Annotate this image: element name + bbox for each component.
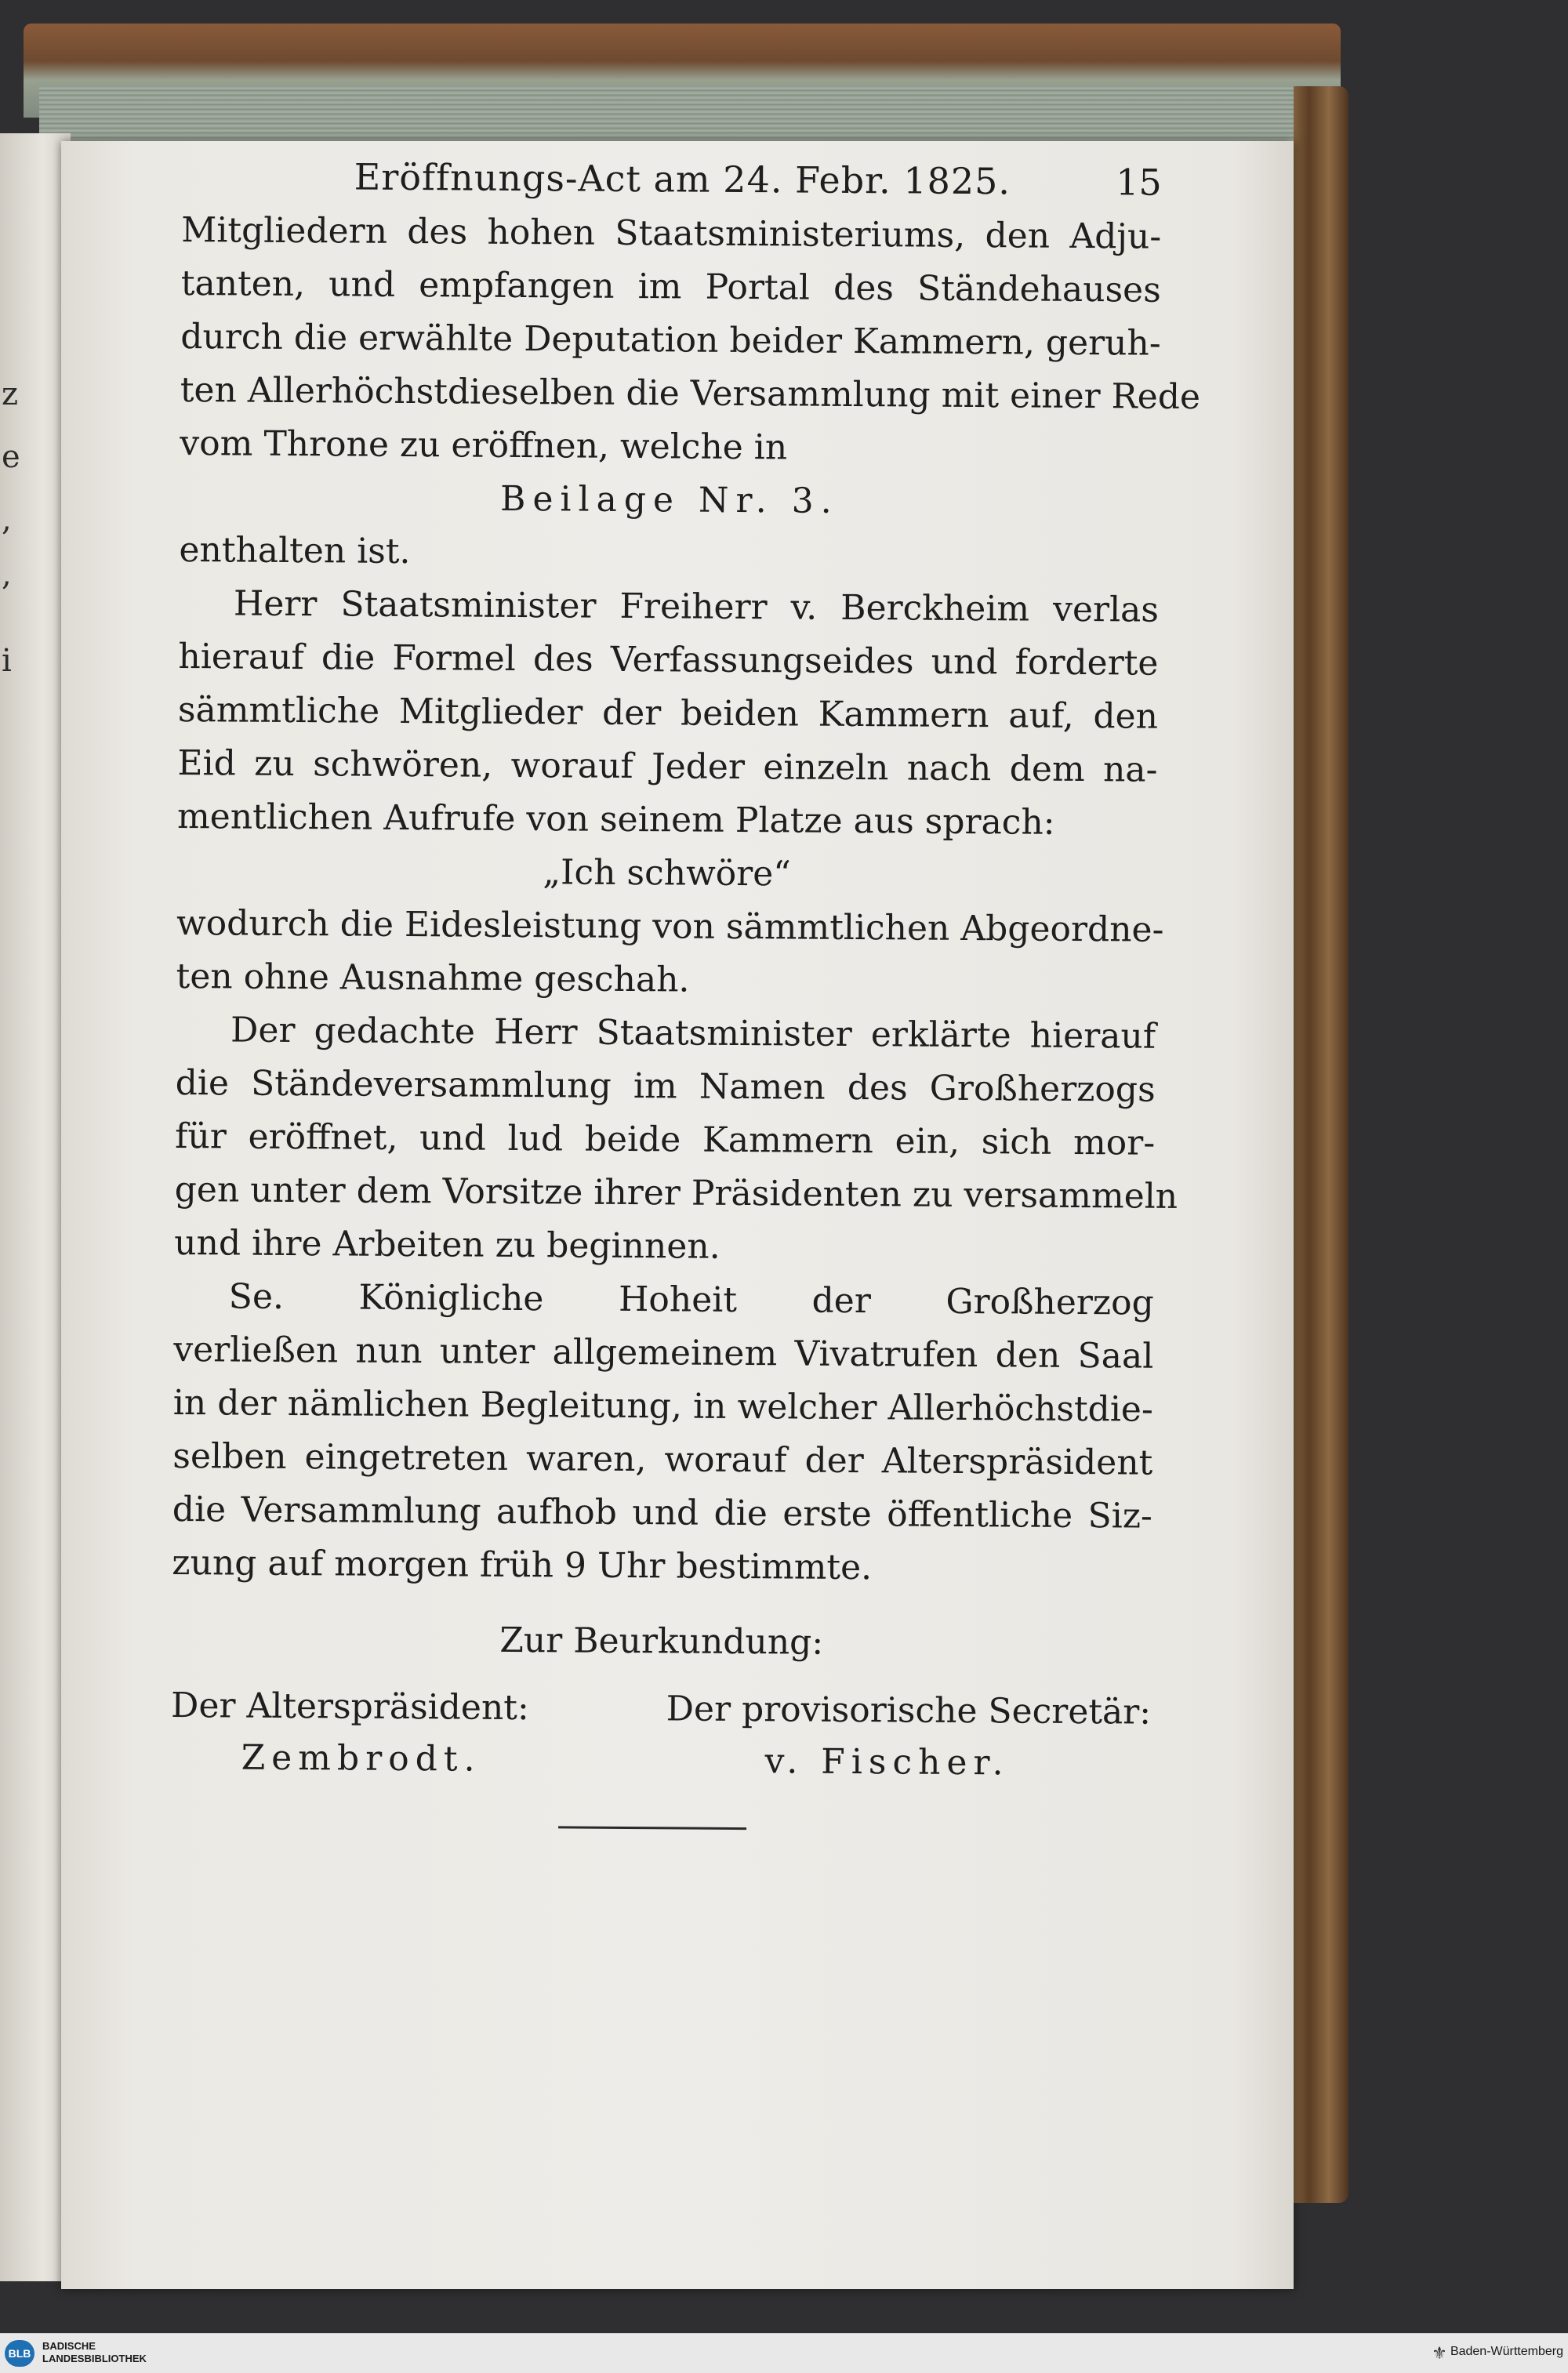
- text-line: Herr Staatsminister Freiherr v. Berckheim verlas: [233, 583, 1160, 630]
- signature-right-name: v. Fischer.: [764, 1741, 1010, 1783]
- facing-page-fragment: z: [2, 376, 19, 412]
- text-line: Der gedachte Herr Staatsminister erklärte hierauf: [230, 1010, 1156, 1057]
- text-line: ten Allerhöchstdieselben die Versammlung mit einer Rede: [180, 369, 1201, 418]
- attestation-heading: Zur Beurkundung:: [499, 1620, 824, 1663]
- facing-page-fragment: ,: [2, 557, 12, 593]
- text-line: hierauf die Formel des Verfassungseides und forderte: [178, 636, 1159, 684]
- text-line: Mitgliedern des hohen Staatsministeriums, den Adju-: [181, 209, 1162, 257]
- text-line: Eid zu schwören, worauf Jeder einzeln nach dem na-: [177, 742, 1158, 790]
- library-name: [42, 2340, 147, 2365]
- text-line: und ihre Arbeiten zu beginnen.: [174, 1222, 720, 1267]
- text-line: Se. Königliche Hoheit der Großherzog: [228, 1276, 1154, 1323]
- text-line: zung auf morgen früh 9 Uhr bestimmte.: [172, 1542, 873, 1588]
- facing-page-fragment: e: [2, 439, 20, 475]
- text-line: verließen nun unter allgemeinem Vivatrufen den Saal: [173, 1329, 1154, 1377]
- running-header: [182, 149, 1162, 203]
- text-line: enthalten ist.: [179, 529, 411, 572]
- facing-page-fragment: i: [2, 643, 12, 679]
- blb-logo: BLB: [5, 2340, 34, 2367]
- facing-page: [0, 133, 71, 2281]
- state-name: Baden-Württemberg: [1450, 2345, 1563, 2358]
- text-line: durch die erwählte Deputation beider Kammern, geruh-: [180, 316, 1161, 364]
- page-number: 15: [1115, 161, 1162, 204]
- signature-right-title: Der provisorische Secretär:: [666, 1689, 1152, 1733]
- text-line: wodurch die Eidesleistung von sämmtlichen Abgeordne-: [176, 902, 1164, 950]
- signature-left-name: Zembrodt.: [241, 1737, 481, 1780]
- supplement-reference: Beilage Nr. 3.: [499, 478, 839, 521]
- signature-left-title: Der Alterspräsident:: [170, 1685, 529, 1729]
- signature-block: [170, 1679, 1151, 1793]
- footer-bar: [0, 2333, 1568, 2373]
- text-line: für eröffnet, und lud beide Kammern ein, sich mor-: [175, 1116, 1156, 1163]
- text-line: die Ständeversammlung im Namen des Großherzogs: [175, 1062, 1156, 1110]
- text-line: die Versammlung aufhob und die erste öffentliche Siz-: [172, 1489, 1153, 1537]
- text-line: in der nämlichen Begleitung, in welcher Allerhöchstdie-: [172, 1382, 1153, 1430]
- text-line: gen unter dem Vorsitze ihrer Präsidenten zu versammeln: [174, 1169, 1178, 1217]
- text-line: tanten, und empfangen im Portal des Ständehauses: [180, 263, 1161, 310]
- text-line: vom Throne zu eröffnen, welche in: [180, 423, 788, 468]
- text-line: selben eingetreten waren, worauf der Alterspräsident: [172, 1435, 1153, 1483]
- coat-of-arms-icon: ⚜: [1432, 2343, 1447, 2363]
- oath-quote: „Ich schwöre“: [543, 852, 791, 894]
- text-line: sämmtliche Mitglieder der beiden Kammern auf, den: [177, 689, 1159, 737]
- page-text: [170, 149, 1201, 1833]
- library-name-line2: LANDESBIBLIOTHEK: [42, 2353, 147, 2364]
- facing-page-fragment: ,: [2, 502, 12, 538]
- running-title: Eröffnungs-Act am 24. Febr. 1825.: [354, 155, 1011, 203]
- text-line: ten ohne Ausnahme geschah.: [176, 956, 690, 1000]
- library-name-line1: BADISCHE: [42, 2340, 96, 2352]
- text-line: mentlichen Aufrufe von seinem Platze aus sprach:: [176, 796, 1055, 843]
